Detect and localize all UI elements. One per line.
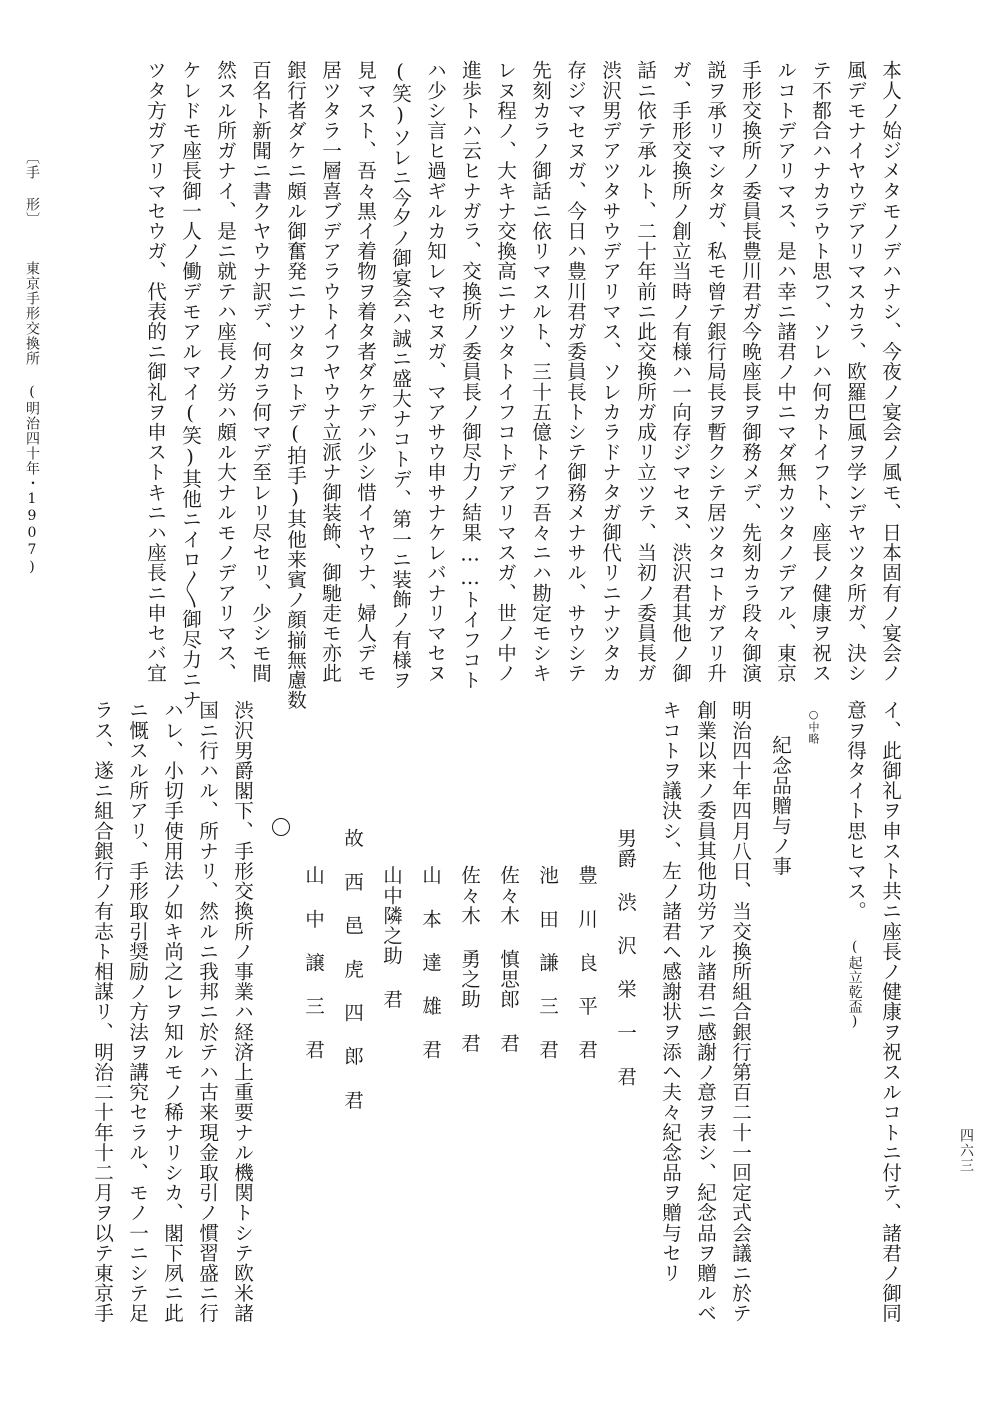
recipient-name: 山 本 達 雄 君	[418, 865, 442, 1060]
letter-line: 国ニ行ハル、所ナリ、然ルニ我邦ニ於テハ古来現金取引ノ慣習盛ニ行	[195, 700, 219, 1324]
speech-line: 風デモナイヤウデアリマスカラ、欧羅巴風ヲ学ンデヤツタ所ガ、決シ	[843, 60, 867, 684]
sidebar-title: 東京手形交換所	[24, 261, 40, 366]
speech-line: レヌ程ノ、大キナ交換高ニナツタトイフコトデアリマスガ、世ノ中ノ	[493, 60, 517, 684]
page-number: 四六三	[958, 1128, 974, 1173]
recipient-name: 山中隣之助 君	[379, 865, 403, 1010]
speech-line: 本人ノ始ジメタモノデハナシ、今夜ノ宴会ノ風モ、日本固有ノ宴会ノ	[878, 60, 902, 684]
speech-line: 先刻カラノ御話ニ依リマスルト、三十五億トイフ吾々ニハ勘定モシキ	[528, 60, 552, 684]
recipient-name: 山 中 譲 三 君	[301, 865, 325, 1060]
speech-line: ハ少シ言ヒ過ギルカ知レマセヌガ、マアサウ申サナケレバナリマセヌ	[423, 60, 447, 684]
recipient-name: 池 田 謙 三 君	[535, 865, 559, 1060]
sidebar-category: 〔手 形〕	[24, 150, 40, 227]
speech-line: 銀行者ダケニ頗ル御奮発ニナツタコトデ(拍手)其他来賓ノ顔揃無慮数	[283, 60, 307, 710]
speech-line: 然スル所ガナイ、是ニ就テハ座長ノ労ハ頗ル大ナルモノデアリマス、	[213, 60, 237, 684]
speech-line: ルコトデアリマス、是ハ幸ニ諸君ノ中ニマダ無カツタノデアル、東京	[773, 60, 797, 684]
letter-line: ラス、遂ニ組合銀行ノ有志ト相謀リ、明治二十年十二月ヲ以テ東京手	[90, 700, 114, 1324]
recipient-name: 故 西 邑 虎 四 郎 君	[340, 828, 364, 1110]
speech-line: 百名ト新聞ニ書クヤウナ訳デ、何カラ何マデ至レリ尽セリ、少シモ間	[248, 60, 272, 684]
sidebar-caption	[22, 150, 42, 576]
memorial-line: キコトヲ議決シ、左ノ諸君ヘ感謝状ヲ添ヘ夫々紀念品ヲ贈与セリ	[658, 700, 682, 1283]
memorial-line: 明治四十年四月八日、当交換所組合銀行第百二十一回定式会議ニ於テ	[728, 700, 752, 1324]
speech-line: 話ニ依テ承ルト、二十年前ニ此交換所ガ成リ立ツテ、当初ノ委員長ガ	[633, 60, 657, 684]
continuation-line: イ、此御礼ヲ申スト共ニ座長ノ健康ヲ祝スルコトニ付テ、諸君ノ御同	[878, 700, 902, 1324]
speech-line: 見マスト、吾々黒イ着物ヲ着タ者ダケデハ少シ惜イヤウナ、婦人デモ	[353, 60, 377, 684]
letter-line: 渋沢男爵閣下、手形交換所ノ事業ハ経済上重要ナル機関トシテ欧米諸	[230, 700, 254, 1324]
continuation-line	[845, 700, 865, 1030]
recipient-name: 男爵 渋 沢 栄 一 君	[613, 828, 637, 1087]
speech-line: 渋沢男デアツタサウデアリマス、ソレカラドナタガ御代リニナツタカ	[598, 60, 622, 684]
speech-line: 存ジマセヌガ、今日ハ豊川君ガ委員長トシテ御務メナサル、サウシテ	[563, 60, 587, 684]
memorial-heading: 紀念品贈与ノ事	[768, 735, 792, 876]
speech-line: (笑)ソレニ今夕ノ御宴会ハ誠ニ盛大ナコトデ、第一ニ装飾ノ有様ヲ	[388, 60, 412, 690]
speech-line: ケレドモ座長御一人ノ働デモアルマイ(笑)其他ニイロ〳〵御尽力ニナ	[178, 60, 202, 710]
letter-line: ニ慨スル所アリ、手形取引奨励ノ方法ヲ講究セラル、モノ一ニシテ足	[125, 700, 149, 1324]
sidebar-date: (明治四十年・1907)	[24, 384, 40, 576]
toast-note: (起立乾盃)	[846, 939, 863, 1031]
speech-line: 居ツタラ一層喜ブデアラウトイフヤウナ立派ナ御装飾、御馳走モ亦此	[318, 60, 342, 684]
speech-line: ツタ方ガアリマセウガ、代表的ニ御礼ヲ申ストキニハ座長ニ申セバ宜	[143, 60, 167, 684]
recipient-name: 佐々木 慎思郎 君	[496, 865, 520, 1053]
speech-line: 説ヲ承リマシタガ、私モ曾テ銀行局長ヲ暫クシテ居ツタコトガアリ升	[703, 60, 727, 684]
speech-line: 進歩トハ云ヒナガラ、交換所ノ委員長ノ御尽力ノ結果……トイフコト	[458, 60, 482, 690]
speech-line: 手形交換所ノ委員長豊川君ガ今晩座長ヲ御務メデ、先刻カラ段々御演	[738, 60, 762, 684]
recipient-name: 佐々木 勇之助 君	[457, 865, 481, 1053]
section-marker-circle	[272, 818, 290, 836]
letter-line: ハレ、小切手使用法ノ如キ尚之レヲ知ルモノ稀ナリシカ、閣下夙ニ此	[160, 700, 184, 1324]
recipient-name: 豊 川 良 平 君	[574, 865, 598, 1060]
speech-line: テ不都合ハナカラウト思フ、ソレハ何カトイフト、座長ノ健康ヲ祝ス	[808, 60, 832, 684]
omission-mark: ○中略	[807, 708, 820, 745]
memorial-line: 創業以来ノ委員其他功労アル諸君ニ感謝ノ意ヲ表シ、紀念品ヲ贈ルベ	[693, 700, 717, 1324]
toast-line-text: 意ヲ得タイト思ヒマス。	[843, 700, 867, 922]
speech-line: ガ、手形交換所ノ創立当時ノ有様ハ一向存ジマセヌ、渋沢君其他ノ御	[668, 60, 692, 684]
